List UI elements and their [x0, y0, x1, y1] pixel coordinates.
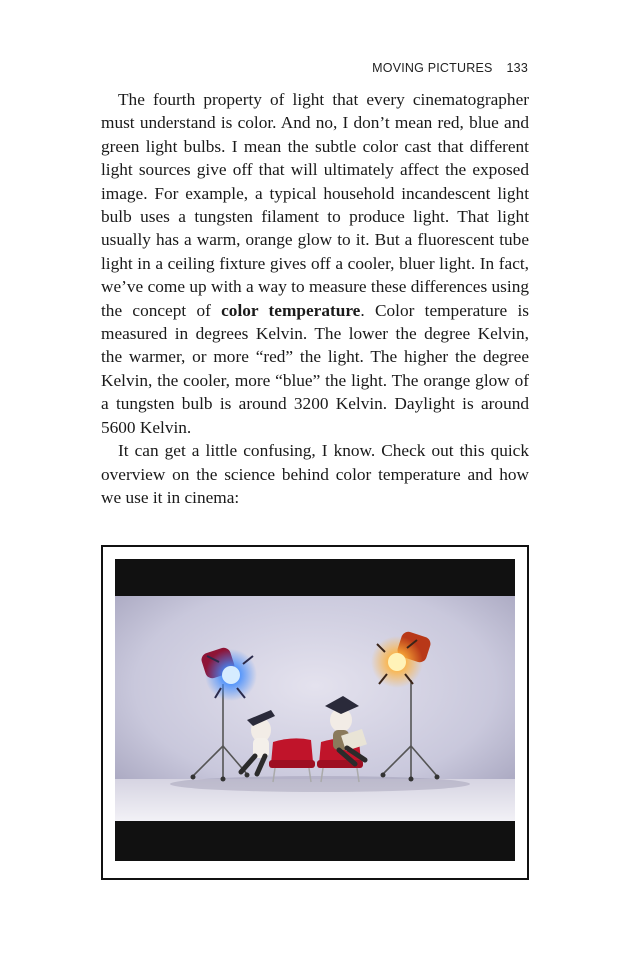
paragraph-video-intro: It can get a little confusing, I know. Check out this quick overview on the science behind color temperature and how we use it in cinema: — [101, 441, 529, 507]
video-still-image — [115, 596, 515, 821]
running-head — [372, 61, 528, 75]
video-figure — [101, 545, 529, 880]
chapter-title: MOVING PICTURES — [372, 61, 493, 75]
paragraph-color — [101, 88, 529, 439]
paragraph-text: The fourth property of light that every cinematographer must understand is color. And no, I don’t mean red, blue and green light bulbs. I mean the subtle color cast that different light sources give off that will ultimately affect the exposed image. For example, a typical household incandescent light bulb uses a tungsten filament to produce light. That light usually has a warm, orange glow to it. But a fluorescent tube light in a ceiling fixture gives off a cooler, bluer light. In fact, we’ve come up with a way to measure these differences using the concept of — [101, 90, 529, 320]
term-color-temperature: color temperature — [221, 300, 361, 320]
body-text — [101, 88, 529, 509]
page-number: 133 — [506, 61, 528, 75]
video-player[interactable] — [115, 559, 515, 861]
paragraph-text: . Color temperature is measured in degrees Kelvin. The lower the degree Kelvin, the warmer, or more “red” the light. The higher the degree Kelvin, the cooler, more “blue” the light. The orange glow of a tungsten bulb is around 3200 Kelvin. Daylight is around 5600 Kelvin. — [101, 300, 529, 437]
